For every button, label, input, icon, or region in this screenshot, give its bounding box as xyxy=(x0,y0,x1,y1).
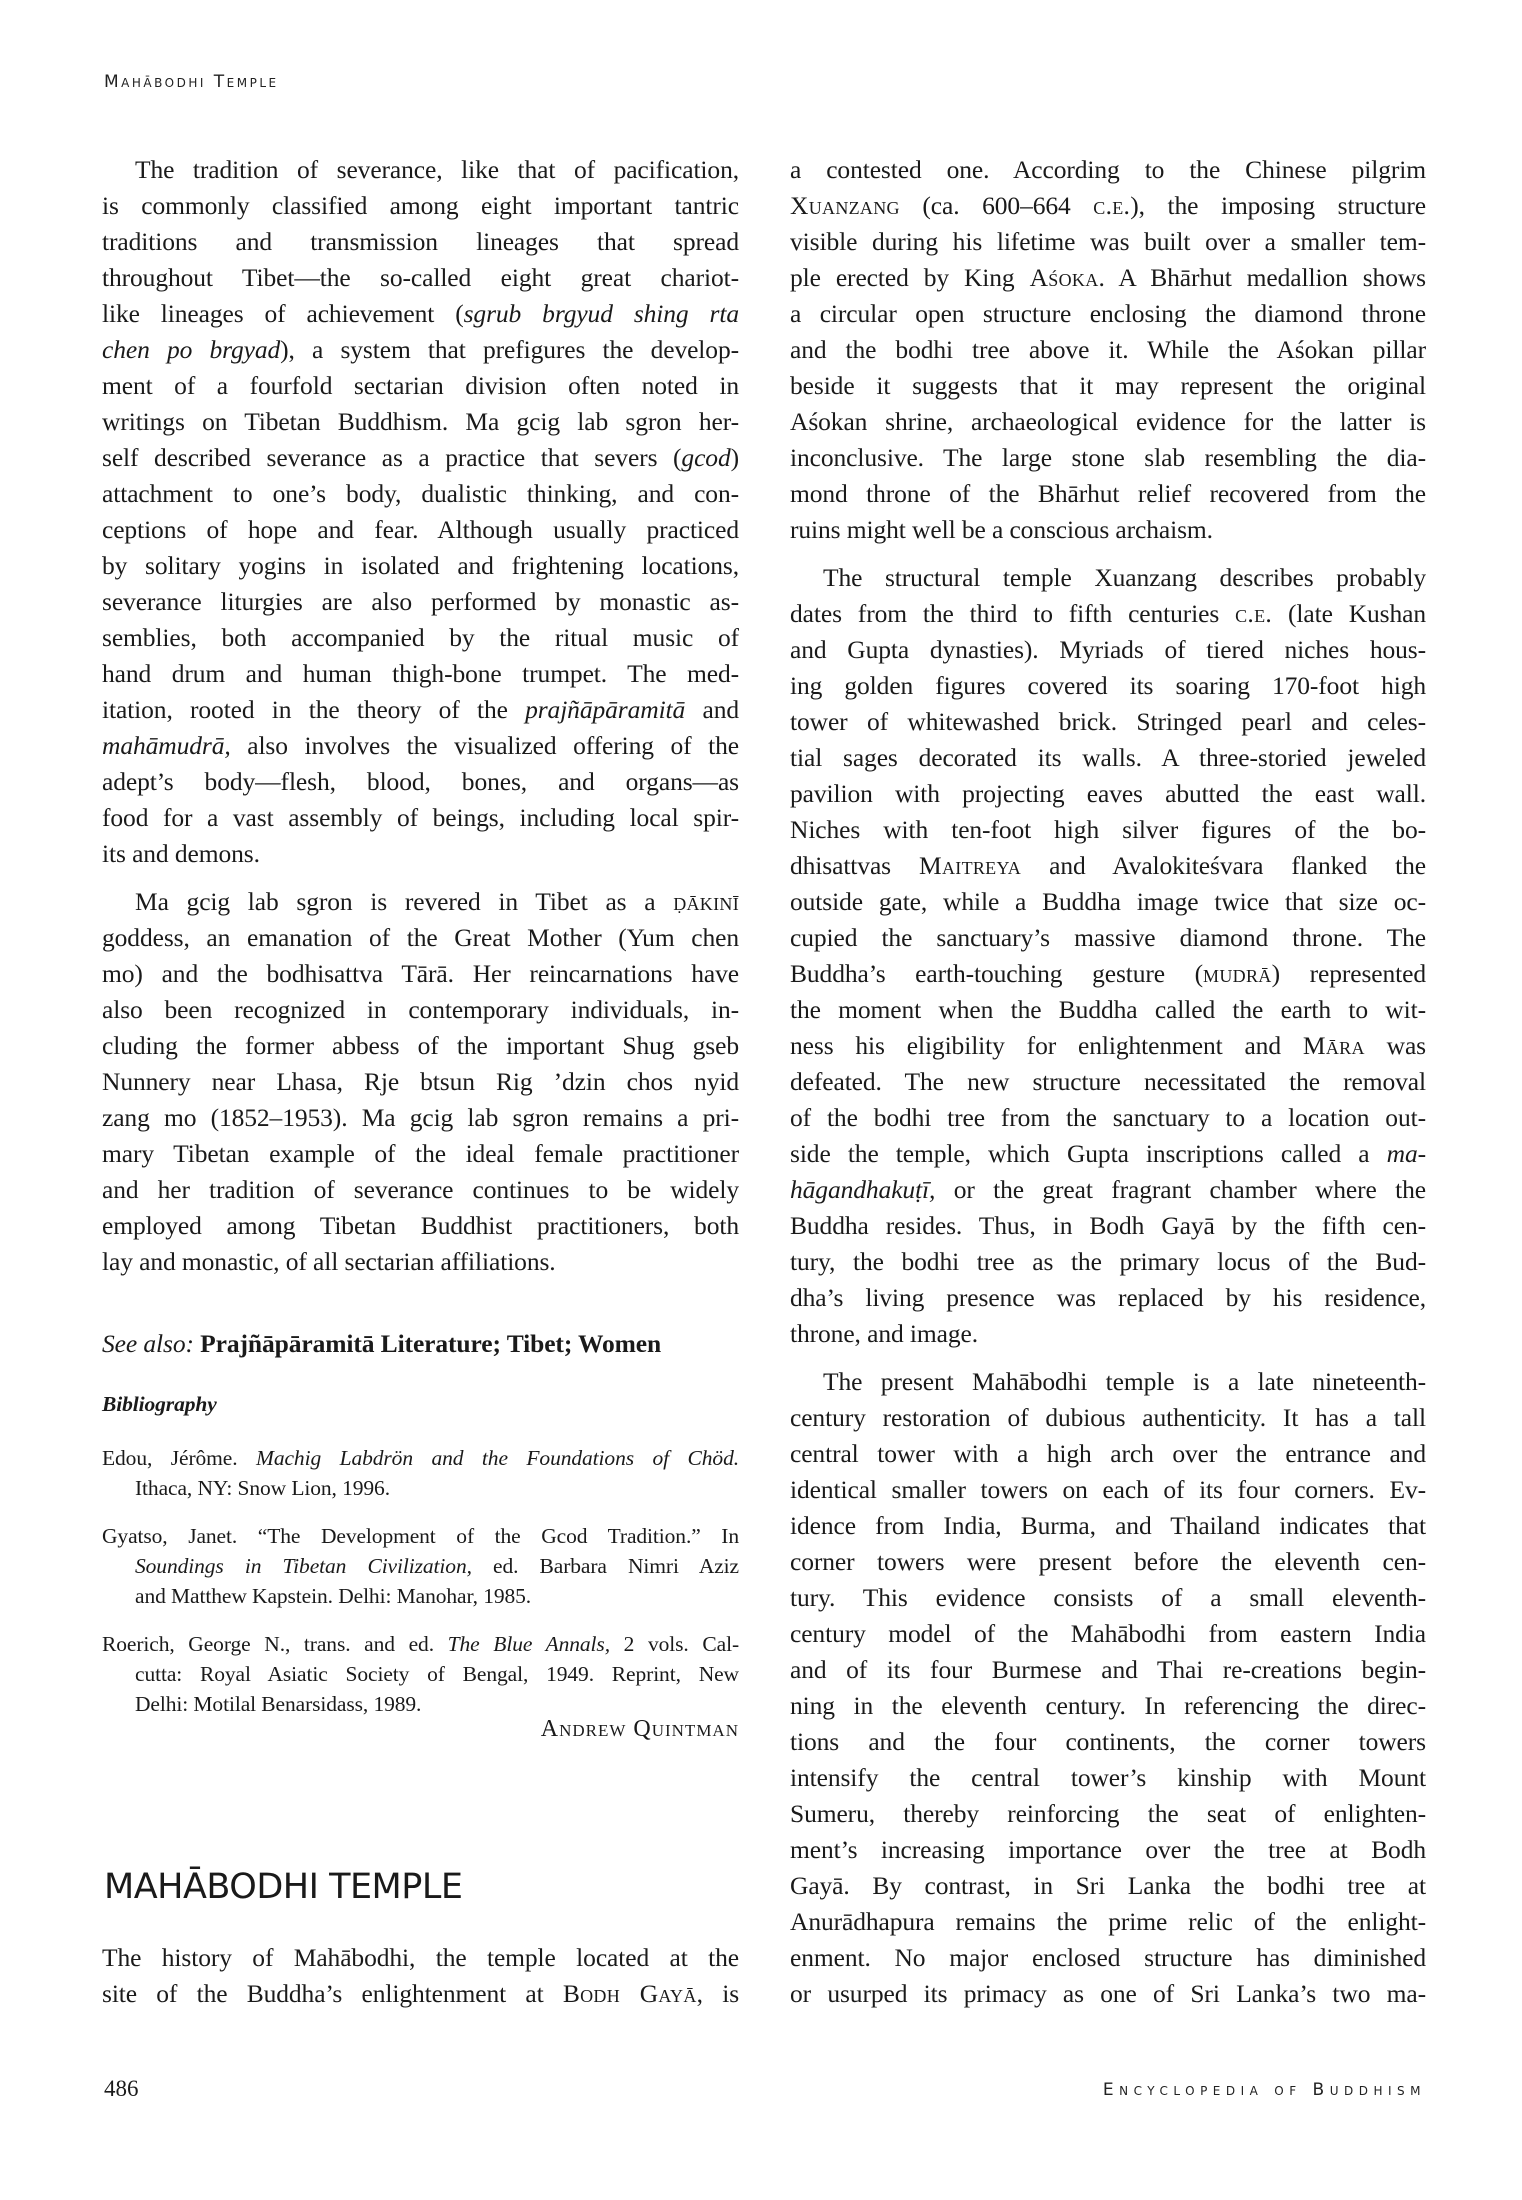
text-run: dhisattvas xyxy=(790,851,920,880)
text-line xyxy=(102,728,739,764)
bibliography-entry-line xyxy=(102,1521,739,1551)
text-run: hand drum and human thigh-bone trumpet. The med- xyxy=(102,659,739,688)
text-run: and of its four Burmese and Thai re-creations begin- xyxy=(790,1655,1426,1684)
text-line xyxy=(102,1100,739,1136)
text-run: severance liturgies are also performed by monastic as- xyxy=(102,587,739,616)
text-line xyxy=(102,1064,739,1100)
text-run: goddess, an emanation of the Great Mother (Yum chen xyxy=(102,923,739,952)
text-run: like lineages of achievement ( xyxy=(102,299,464,328)
text-run: century model of the Mahābodhi from eastern India xyxy=(790,1619,1426,1648)
text-run: tions and the four continents, the corner towers xyxy=(790,1727,1426,1756)
bibliography-entry-line xyxy=(102,1473,739,1503)
text-run: inconclusive. The large stone slab resembling the dia- xyxy=(790,443,1426,472)
text-run: tury. This evidence consists of a small eleventh- xyxy=(790,1583,1426,1612)
text-line xyxy=(790,1136,1426,1172)
text-run: throughout Tibet—the so-called eight great chariot- xyxy=(102,263,739,292)
bibliography-heading-text: Bibliography xyxy=(102,1392,217,1416)
text-line xyxy=(790,224,1426,260)
text-line xyxy=(790,632,1426,668)
text-line xyxy=(790,1400,1426,1436)
text-run: outside gate, while a Buddha image twice that size oc- xyxy=(790,887,1426,916)
text-run: mary Tibetan example of the ideal female practitioner xyxy=(102,1139,739,1168)
text-line xyxy=(790,956,1426,992)
text-run: ceptions of hope and fear. Although usually practiced xyxy=(102,515,739,544)
text-run: ) xyxy=(730,443,739,472)
text-run: writings on Tibetan Buddhism. Ma gcig lab sgron her- xyxy=(102,407,739,436)
text-run: , is xyxy=(696,1979,739,2008)
text-run: c.e. xyxy=(1235,599,1273,628)
text-line xyxy=(790,1832,1426,1868)
text-line xyxy=(790,776,1426,812)
text-run: and xyxy=(685,695,739,724)
bibliography-entry-line xyxy=(102,1443,739,1473)
text-line xyxy=(790,1508,1426,1544)
text-run: Aśokan shrine, archaeological evidence for the latter is xyxy=(790,407,1426,436)
text-run: ing golden figures covered its soaring 170-foot high xyxy=(790,671,1426,700)
text-run: Delhi: Motilal Benarsidass, 1989. xyxy=(135,1692,422,1716)
text-run: ness his eligibility for enlightenment and xyxy=(790,1031,1303,1060)
text-run: visible during his lifetime was built over a smaller tem- xyxy=(790,227,1426,256)
text-line xyxy=(790,1364,1426,1400)
text-run: Anurādhapura remains the prime relic of the enlight- xyxy=(790,1907,1426,1936)
text-run: itation, rooted in the theory of the xyxy=(102,695,526,724)
text-run: mond throne of the Bhārhut relief recovered from the xyxy=(790,479,1426,508)
text-run: . A Bhārhut medallion shows xyxy=(1098,263,1426,292)
text-run: (late Kushan xyxy=(1272,599,1426,628)
text-run: was xyxy=(1364,1031,1426,1060)
text-line xyxy=(102,512,739,548)
text-line xyxy=(790,848,1426,884)
text-run: intensify the central tower’s kinship with Mount xyxy=(790,1763,1426,1792)
text-run: ruins might well be a conscious archaism. xyxy=(790,515,1213,544)
text-run: mahāmudrā, xyxy=(102,731,231,760)
text-run: tower of whitewashed brick. Stringed pearl and celes- xyxy=(790,707,1426,736)
text-run: Soundings in Tibetan Civilization, xyxy=(135,1554,472,1578)
text-line xyxy=(790,1724,1426,1760)
text-run: The tradition of severance, like that of pacification, xyxy=(135,155,739,184)
text-line xyxy=(102,1940,739,1976)
text-run: Niches with ten-foot high silver figures of the bo- xyxy=(790,815,1426,844)
text-line xyxy=(102,620,739,656)
text-run: See also: xyxy=(102,1329,194,1358)
text-line xyxy=(790,1064,1426,1100)
text-line xyxy=(790,1868,1426,1904)
text-run: enment. No major enclosed structure has diminished xyxy=(790,1943,1426,1972)
text-line xyxy=(790,1244,1426,1280)
text-line xyxy=(102,992,739,1028)
section-heading: MAHĀBODHI TEMPLE xyxy=(104,1867,463,1907)
text-line xyxy=(790,1616,1426,1652)
text-line xyxy=(790,1796,1426,1832)
text-run: and the bodhi tree above it. While the Aśokan pillar xyxy=(790,335,1426,364)
text-run: prajñāpāramitā xyxy=(525,695,686,724)
text-line xyxy=(102,956,739,992)
text-line xyxy=(790,560,1426,596)
text-line xyxy=(102,692,739,728)
text-line xyxy=(790,404,1426,440)
text-line xyxy=(790,1100,1426,1136)
text-run: a contested one. According to the Chinese pilgrim xyxy=(790,155,1426,184)
text-run: tury, the bodhi tree as the primary locus of the Bud- xyxy=(790,1247,1426,1276)
text-run: also involves the visualized offering of the xyxy=(230,731,739,760)
text-run: Sumeru, thereby reinforcing the seat of enlighten- xyxy=(790,1799,1426,1828)
text-run: and Avalokiteśvara flanked the xyxy=(1021,851,1426,880)
text-run: ment of a fourfold sectarian division often noted in xyxy=(102,371,739,400)
text-run: 2 vols. Cal- xyxy=(609,1632,739,1656)
text-run: ḍākinī xyxy=(673,887,739,916)
text-line xyxy=(790,1436,1426,1472)
text-run: the moment when the Buddha called the earth to wit- xyxy=(790,995,1426,1024)
text-run: Maitreya xyxy=(919,851,1022,880)
text-line xyxy=(790,1544,1426,1580)
running-foot: Encyclopedia of Buddhism xyxy=(1102,2080,1426,2100)
text-run: site of the Buddha’s enlightenment at xyxy=(102,1979,563,2008)
text-line xyxy=(790,704,1426,740)
bibliography-entry-line xyxy=(102,1659,739,1689)
text-run: The Blue Annals, xyxy=(447,1632,610,1656)
text-line xyxy=(790,512,1426,548)
text-run: Ithaca, NY: Snow Lion, 1996. xyxy=(135,1476,390,1500)
text-run: ), the imposing structure xyxy=(1130,191,1426,220)
text-line xyxy=(102,920,739,956)
text-line xyxy=(102,800,739,836)
text-run: Gyatso, Janet. “The Development of the Gcod Tradition.” In xyxy=(102,1524,739,1548)
text-line xyxy=(790,812,1426,848)
text-run: a circular open structure enclosing the diamond throne xyxy=(790,299,1426,328)
text-run: beside it suggests that it may represent the original xyxy=(790,371,1426,400)
text-line xyxy=(102,296,739,332)
bibliography-entry-line xyxy=(102,1581,739,1611)
text-line xyxy=(102,368,739,404)
text-run: or the great fragrant chamber where the xyxy=(935,1175,1426,1204)
text-line xyxy=(102,1244,739,1280)
text-line xyxy=(102,656,739,692)
text-run: Roerich, George N., trans. and ed. xyxy=(102,1632,448,1656)
text-run: Machig Labdrön and the Foundations of Chöd. xyxy=(256,1446,739,1470)
text-line xyxy=(790,992,1426,1028)
cross-reference[interactable]: Prajñāpāramitā Literature; Tibet; Women xyxy=(200,1329,662,1358)
text-run: The present Mahābodhi temple is a late nineteenth- xyxy=(823,1367,1426,1396)
text-line xyxy=(102,404,739,440)
author-name: Andrew Quintman xyxy=(540,1716,739,1742)
text-line xyxy=(102,1136,739,1172)
text-run: Gayā. By contrast, in Sri Lanka the bodhi tree at xyxy=(790,1871,1426,1900)
text-run: Māra xyxy=(1302,1031,1365,1060)
text-line xyxy=(790,260,1426,296)
text-run: food for a vast assembly of beings, including local spir- xyxy=(102,803,739,832)
text-run: or usurped its primacy as one of Sri Lanka’s two ma- xyxy=(790,1979,1426,2008)
text-run: and Gupta dynasties). Myriads of tiered niches hous- xyxy=(790,635,1426,664)
text-line xyxy=(790,596,1426,632)
text-run: its and demons. xyxy=(102,839,260,868)
text-run: employed among Tibetan Buddhist practitioners, both xyxy=(102,1211,739,1240)
text-line xyxy=(102,152,739,188)
text-line xyxy=(790,1028,1426,1064)
text-line xyxy=(790,296,1426,332)
text-line xyxy=(790,884,1426,920)
text-run: of the bodhi tree from the sanctuary to a location out- xyxy=(790,1103,1426,1132)
text-run: corner towers were present before the eleventh cen- xyxy=(790,1547,1426,1576)
text-line xyxy=(790,1172,1426,1208)
text-run: ) represented xyxy=(1271,959,1426,988)
text-run: ment’s increasing importance over the tree at Bodh xyxy=(790,1835,1426,1864)
text-line xyxy=(102,1326,739,1362)
text-line xyxy=(102,260,739,296)
text-line xyxy=(790,1652,1426,1688)
text-line xyxy=(102,224,739,260)
text-line xyxy=(790,188,1426,224)
text-run: pavilion with projecting eaves abutted the east wall. xyxy=(790,779,1426,808)
text-run: c.e. xyxy=(1093,191,1131,220)
text-line xyxy=(102,332,739,368)
text-run: self described severance as a practice that severs ( xyxy=(102,443,682,472)
text-line xyxy=(790,1280,1426,1316)
text-line xyxy=(102,548,739,584)
text-run: hāgandhakuṭī, xyxy=(790,1175,936,1204)
text-line xyxy=(790,1940,1426,1976)
text-run: Bodh Gayā xyxy=(562,1979,697,2008)
text-run: Aśoka xyxy=(1029,263,1099,292)
text-run: (ca. 600–664 xyxy=(899,191,1094,220)
text-run: Buddha’s earth-touching gesture ( xyxy=(790,959,1204,988)
text-run: gcod xyxy=(681,443,731,472)
text-run: Xuanzang xyxy=(790,191,900,220)
page-number: 486 xyxy=(104,2076,139,2101)
text-run: dha’s living presence was replaced by his residence, xyxy=(790,1283,1426,1312)
text-run: mo) and the bodhisattva Tārā. Her reincarnations have xyxy=(102,959,739,988)
text-line xyxy=(790,1904,1426,1940)
text-run: and Matthew Kapstein. Delhi: Manohar, 1985. xyxy=(135,1584,532,1608)
text-line xyxy=(102,836,739,872)
text-run: idence from India, Burma, and Thailand indicates that xyxy=(790,1511,1426,1540)
text-run: cupied the sanctuary’s massive diamond throne. The xyxy=(790,923,1426,952)
text-run: zang mo (1852–1953). Ma gcig lab sgron remains a pri- xyxy=(102,1103,739,1132)
text-run: defeated. The new structure necessitated the removal xyxy=(790,1067,1426,1096)
bibliography-entry-line xyxy=(102,1551,739,1581)
text-run: century restoration of dubious authenticity. It has a tall xyxy=(790,1403,1426,1432)
text-run: and her tradition of severance continues to be widely xyxy=(102,1175,739,1204)
text-run: The history of Mahābodhi, the temple located at the xyxy=(102,1943,739,1972)
text-line xyxy=(102,1976,739,2012)
text-run: traditions and transmission lineages that spread xyxy=(102,227,739,256)
text-line xyxy=(102,476,739,512)
bibliography-heading xyxy=(102,1389,739,1419)
text-run: cluding the former abbess of the important Shug gseb xyxy=(102,1031,739,1060)
text-run: Ma gcig lab sgron is revered in Tibet as a xyxy=(135,887,674,916)
text-run: mudrā xyxy=(1203,959,1272,988)
text-line xyxy=(102,1208,739,1244)
text-run: ning in the eleventh century. In referencing the direc- xyxy=(790,1691,1426,1720)
text-run: identical smaller towers on each of its four corners. Ev- xyxy=(790,1475,1426,1504)
text-line xyxy=(102,188,739,224)
text-line xyxy=(790,1760,1426,1796)
text-line xyxy=(790,740,1426,776)
author-signature xyxy=(102,1710,739,1746)
text-line xyxy=(790,1976,1426,2012)
text-run: adept’s body—flesh, blood, bones, and organs—as xyxy=(102,767,739,796)
text-line xyxy=(102,884,739,920)
text-run: is commonly classified among eight important tantric xyxy=(102,191,739,220)
text-run: attachment to one’s body, dualistic thinking, and con- xyxy=(102,479,739,508)
text-run: Edou, Jérôme. xyxy=(102,1446,257,1470)
text-run: side the temple, which Gupta inscriptions called a xyxy=(790,1139,1387,1168)
text-run: ed. Barbara Nimri Aziz xyxy=(471,1554,739,1578)
text-line xyxy=(790,1688,1426,1724)
text-run: central tower with a high arch over the entrance and xyxy=(790,1439,1426,1468)
text-run: The structural temple Xuanzang describes probably xyxy=(823,563,1426,592)
bibliography-entry-line xyxy=(102,1629,739,1659)
text-run: throne, and image. xyxy=(790,1319,978,1348)
text-line xyxy=(102,584,739,620)
text-line xyxy=(790,440,1426,476)
text-run: sgrub brgyud shing rta xyxy=(463,299,739,328)
text-run: tial sages decorated its walls. A three-storied jeweled xyxy=(790,743,1426,772)
text-run: cutta: Royal Asiatic Society of Bengal, 1949. Reprint, New xyxy=(135,1662,739,1686)
text-run: dates from the third to fifth centuries xyxy=(790,599,1236,628)
text-line xyxy=(790,1472,1426,1508)
text-line xyxy=(102,440,739,476)
text-line xyxy=(790,920,1426,956)
running-head: Mahābodhi Temple xyxy=(104,72,279,92)
text-run: lay and monastic, of all sectarian affiliations. xyxy=(102,1247,556,1276)
text-run: also been recognized in contemporary individuals, in- xyxy=(102,995,739,1024)
text-line xyxy=(790,1316,1426,1352)
text-line xyxy=(790,152,1426,188)
text-run: by solitary yogins in isolated and frightening locations, xyxy=(102,551,739,580)
text-run: Nunnery near Lhasa, Rje btsun Rig ’dzin chos nyid xyxy=(102,1067,739,1096)
text-line xyxy=(790,368,1426,404)
text-run: ma- xyxy=(1386,1139,1426,1168)
text-line xyxy=(102,764,739,800)
text-line xyxy=(790,668,1426,704)
text-line xyxy=(790,332,1426,368)
text-line xyxy=(102,1172,739,1208)
text-run: semblies, both accompanied by the ritual music of xyxy=(102,623,739,652)
text-run: ), a system that prefigures the develop- xyxy=(280,335,739,364)
text-line xyxy=(790,1580,1426,1616)
text-run: chen po brgyad xyxy=(102,335,281,364)
text-run: Buddha resides. Thus, in Bodh Gayā by the fifth cen- xyxy=(790,1211,1426,1240)
text-line xyxy=(102,1028,739,1064)
text-line xyxy=(790,1208,1426,1244)
text-run: ple erected by King xyxy=(790,263,1030,292)
text-line xyxy=(790,476,1426,512)
